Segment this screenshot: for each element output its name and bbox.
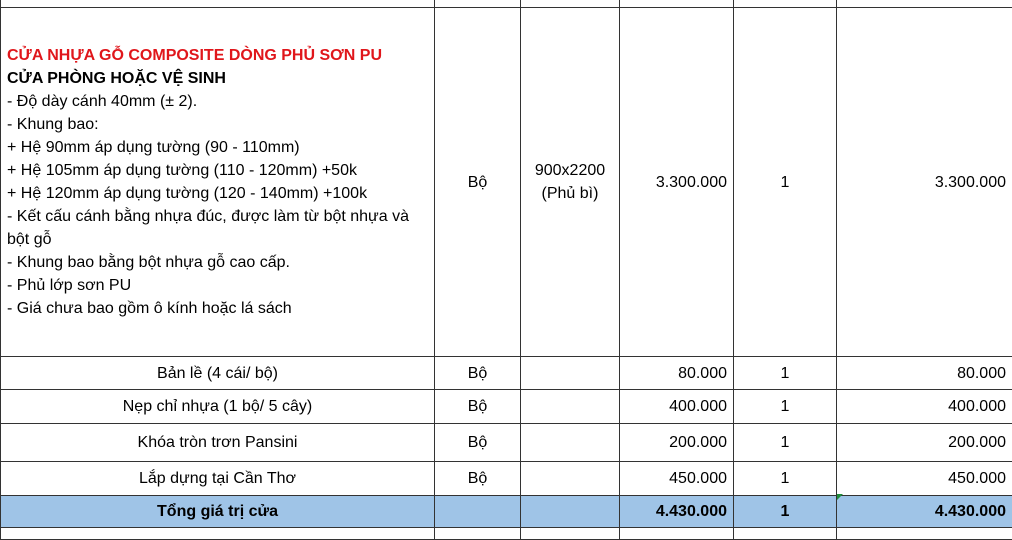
unit-cell[interactable]: Bộ (435, 390, 521, 424)
cell (521, 528, 620, 540)
unit-cell[interactable]: Bộ (435, 8, 521, 357)
unit-cell[interactable]: Bộ (435, 357, 521, 390)
item-subtitle: CỬA PHÒNG HOẶC VỆ SINH (7, 67, 428, 90)
detail-line: + Hệ 105mm áp dụng tường (110 - 120mm) +50k (7, 159, 428, 182)
table-row-lock (1, 424, 1012, 462)
item-name-cell[interactable]: Bản lề (4 cái/ bộ) (1, 357, 435, 390)
detail-line: - Khung bao bằng bột nhựa gỗ cao cấp. (7, 251, 428, 274)
qty-cell[interactable]: 1 (734, 390, 837, 424)
total-qty-cell[interactable]: 1 (734, 496, 837, 528)
size-value: 900x2200 (527, 159, 613, 182)
table-row-trim (1, 390, 1012, 424)
detail-line: + Hệ 90mm áp dụng tường (90 - 110mm) (7, 136, 428, 159)
item-name-cell[interactable]: Khóa tròn trơn Pansini (1, 424, 435, 462)
cell (521, 0, 620, 8)
total-amount-cell[interactable]: 4.430.000 (837, 496, 1012, 528)
price-cell[interactable]: 80.000 (620, 357, 734, 390)
qty-cell[interactable]: 1 (734, 424, 837, 462)
amount-cell[interactable]: 400.000 (837, 390, 1012, 424)
price-cell[interactable]: 450.000 (620, 462, 734, 496)
price-cell[interactable]: 200.000 (620, 424, 734, 462)
amount-cell[interactable]: 3.300.000 (837, 8, 1012, 357)
unit-cell[interactable]: Bộ (435, 424, 521, 462)
cell (734, 0, 837, 8)
size-cell[interactable] (521, 462, 620, 496)
detail-line: - Độ dày cánh 40mm (± 2). (7, 90, 428, 113)
table-row-install (1, 462, 1012, 496)
size-note: (Phủ bì) (527, 182, 613, 205)
cell (435, 528, 521, 540)
cell (620, 0, 734, 8)
cell (435, 0, 521, 8)
total-price-cell[interactable]: 4.430.000 (620, 496, 734, 528)
price-cell[interactable]: 3.300.000 (620, 8, 734, 357)
amount-cell[interactable]: 450.000 (837, 462, 1012, 496)
size-cell[interactable] (521, 357, 620, 390)
item-title: CỬA NHỰA GỖ COMPOSITE DÒNG PHỦ SƠN PU (7, 44, 428, 67)
table-row-hinge (1, 357, 1012, 390)
cell (837, 0, 1012, 8)
detail-line: - Phủ lớp sơn PU (7, 274, 428, 297)
comment-indicator-icon (837, 494, 843, 500)
cell[interactable] (435, 496, 521, 528)
size-cell[interactable] (521, 390, 620, 424)
table-row-total (1, 496, 1012, 528)
table-row-main-item (1, 8, 1012, 357)
table-row-bottom-fragment (1, 528, 1012, 540)
item-description-cell[interactable] (1, 8, 435, 357)
detail-line: - Kết cấu cánh bằng nhựa đúc, được làm từ bột nhựa và bột gỗ (7, 205, 428, 251)
unit-cell[interactable]: Bộ (435, 462, 521, 496)
cell (734, 528, 837, 540)
amount-cell[interactable]: 80.000 (837, 357, 1012, 390)
item-name-cell[interactable]: Lắp dựng tại Cần Thơ (1, 462, 435, 496)
cell[interactable] (521, 496, 620, 528)
qty-cell[interactable]: 1 (734, 8, 837, 357)
detail-line: - Khung bao: (7, 113, 428, 136)
detail-line: - Giá chưa bao gồm ô kính hoặc lá sách (7, 297, 428, 320)
table-row-top-fragment (1, 0, 1012, 8)
qty-cell[interactable]: 1 (734, 357, 837, 390)
item-name-cell[interactable]: Nẹp chỉ nhựa (1 bộ/ 5 cây) (1, 390, 435, 424)
amount-cell[interactable]: 200.000 (837, 424, 1012, 462)
total-label-cell[interactable]: Tổng giá trị cửa (1, 496, 435, 528)
cell (620, 528, 734, 540)
detail-line: + Hệ 120mm áp dụng tường (120 - 140mm) +100k (7, 182, 428, 205)
cell (1, 0, 435, 8)
price-cell[interactable]: 400.000 (620, 390, 734, 424)
size-cell[interactable] (521, 424, 620, 462)
size-cell[interactable] (521, 8, 620, 357)
qty-cell[interactable]: 1 (734, 462, 837, 496)
cell (837, 528, 1012, 540)
cell (1, 528, 435, 540)
